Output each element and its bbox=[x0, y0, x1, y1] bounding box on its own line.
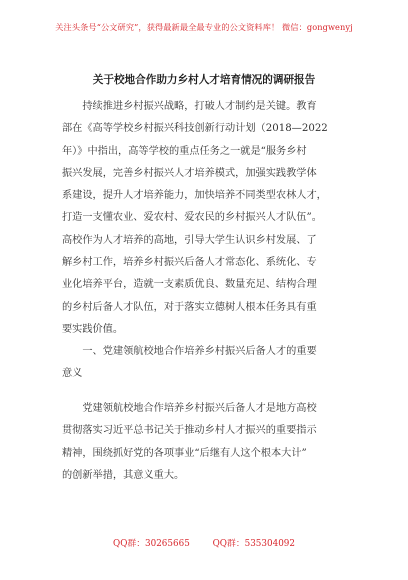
text-line: 高校作为人才培养的高地，引导大学生认识乡村发展、了 bbox=[62, 234, 317, 246]
document-title: 关于校地合作助力乡村人才培育情况的调研报告 bbox=[92, 74, 316, 86]
footer-qq-group-1: QQ群：30265665 bbox=[113, 539, 190, 549]
text-line: 打造一支懂农业、爱农村、爱农民的乡村振兴人才队伍”。 bbox=[62, 212, 322, 224]
text-line: 一、党建领航校地合作培养乡村振兴后备人才的重要 bbox=[62, 346, 317, 357]
footer-contact bbox=[0, 536, 408, 549]
text-line: 的创新举措，其意义重大。 bbox=[62, 469, 185, 481]
text-line: 要实践价值。 bbox=[62, 323, 124, 335]
text-line: 年）》中指出，高等学校的重点任务之一就是“服务乡村 bbox=[62, 145, 307, 157]
text-line: 业化培养平台，造就一支素质优良、数量充足、结构合理 bbox=[62, 279, 317, 291]
text-line: 党建领航校地合作培养乡村振兴后备人才是地方高校 bbox=[62, 403, 317, 414]
text-line: 解乡村工作，培养乡村振兴后备人才常态化、系统化、专 bbox=[62, 257, 317, 269]
text-line: 振兴发展，完善乡村振兴人才培养模式，加强实践教学体 bbox=[62, 167, 317, 179]
text-line: 的乡村后备人才队伍，对于落实立德树人根本任务具有重 bbox=[62, 301, 317, 313]
text-line: 系建设，提升人才培养能力，加快培养不同类型农林人才， bbox=[62, 190, 327, 202]
text-line: 精神，围绕抓好党的各项事业“后继有人这个根本大计” bbox=[62, 447, 307, 459]
header-banner: 关注头条号“公文研究”，获得最新最全最专业的公文资料库！ 微信：gongwenyj bbox=[55, 22, 353, 32]
paragraph-intro bbox=[62, 96, 358, 341]
text-line: 意义 bbox=[62, 368, 83, 380]
text-line: 持续推进乡村振兴战略，打破人才制约是关键。教育 bbox=[62, 101, 317, 112]
text-line: 贯彻落实习近平总书记关于推动乡村人才振兴的重要指示 bbox=[62, 425, 317, 437]
footer-qq-group-2: QQ群：535304092 bbox=[212, 539, 295, 549]
text-line: 部在《高等学校乡村振兴科技创新行动计划（2018—2022 bbox=[62, 123, 328, 135]
paragraph-significance bbox=[62, 398, 358, 487]
section-heading-1 bbox=[62, 341, 358, 386]
